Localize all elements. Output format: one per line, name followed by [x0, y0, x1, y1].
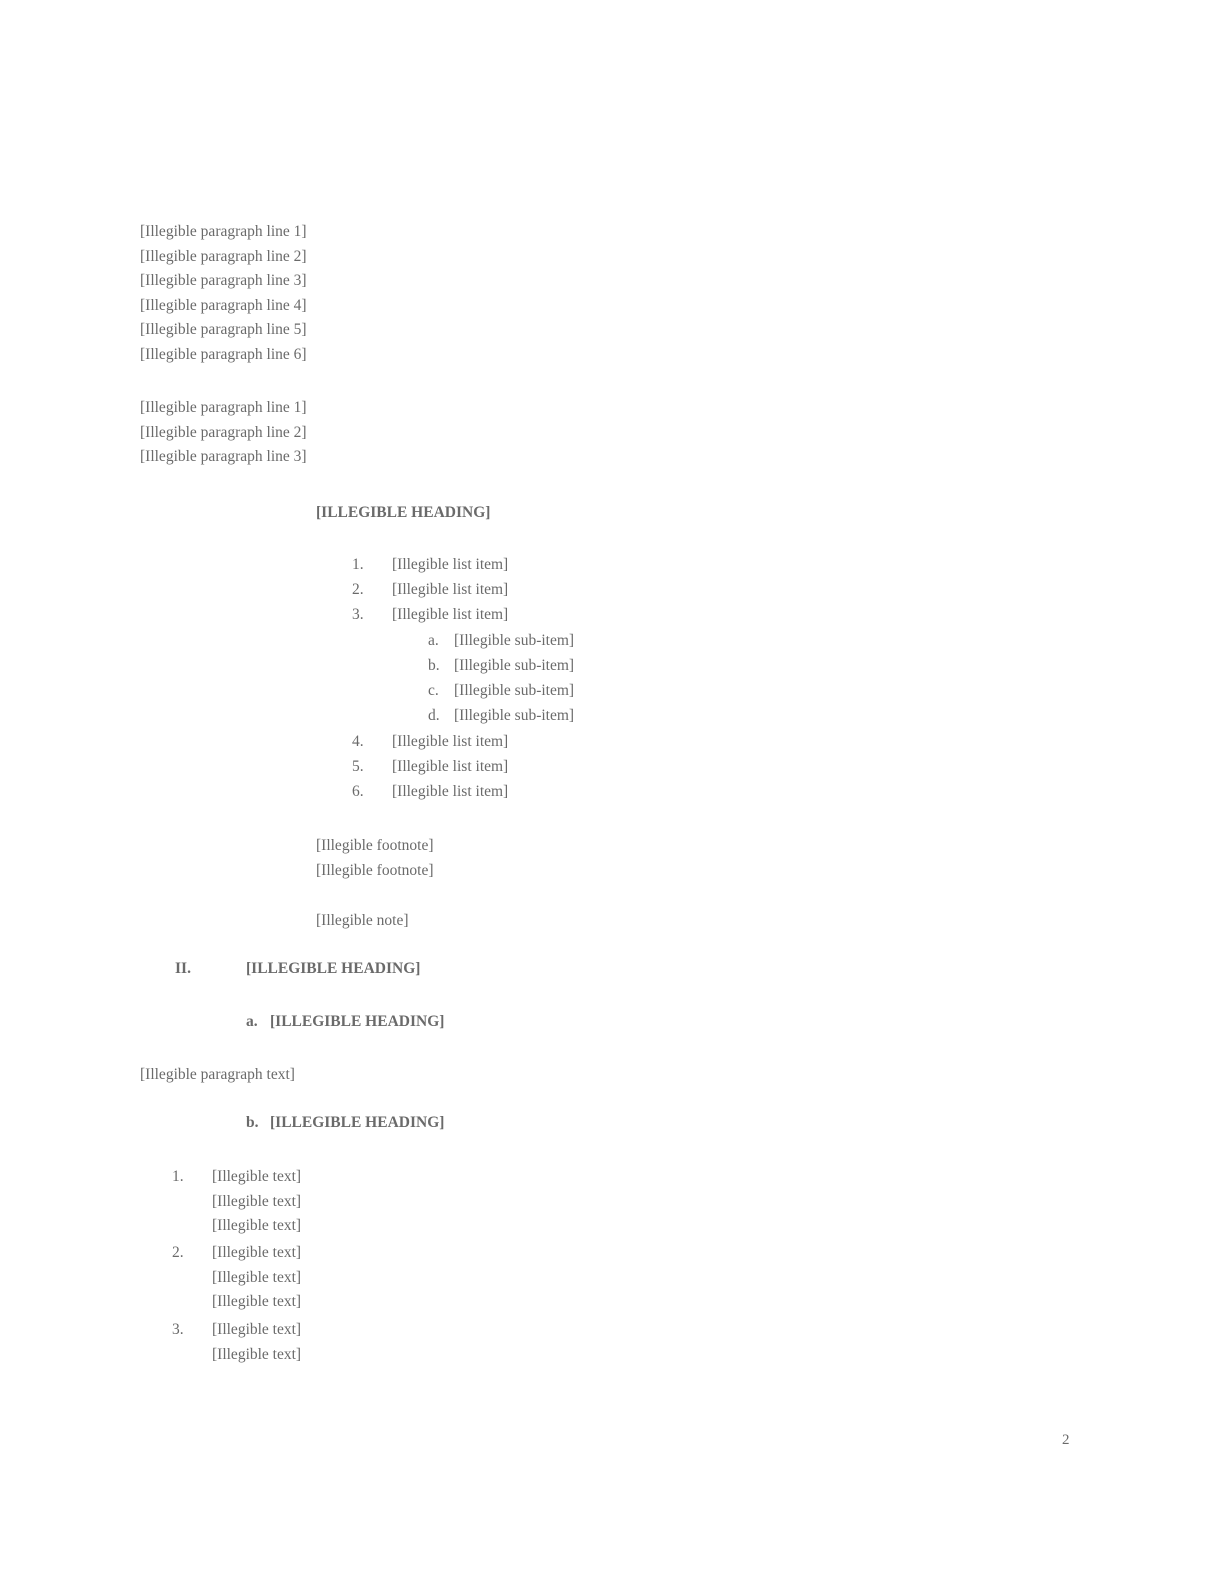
subtopic-item	[428, 704, 574, 729]
paragraph-line: [Illegible paragraph line 6]	[140, 345, 307, 363]
subtopic-item	[428, 679, 574, 704]
list-marker: b.	[428, 657, 440, 674]
list-marker: 3.	[352, 606, 364, 623]
topic-item	[352, 755, 508, 780]
objective-text	[212, 1241, 1080, 1315]
paragraph-line: [Illegible paragraph line 3]	[140, 272, 307, 289]
general-objective-text	[140, 1063, 1080, 1088]
topic-text: [Illegible list item]	[392, 758, 509, 775]
list-marker: 1.	[352, 556, 364, 573]
objective-line: [Illegible text]	[212, 1168, 302, 1185]
specific-heading: [ILLEGIBLE HEADING]	[270, 1114, 445, 1131]
section-heading: [ILLEGIBLE HEADING]	[246, 960, 421, 977]
subtopic-text: [Illegible sub-item]	[454, 682, 575, 699]
footnote: [Illegible footnote]	[316, 837, 434, 854]
objective-text	[212, 1318, 1080, 1367]
topic-text: [Illegible list item]	[392, 581, 509, 598]
objective-line: [Illegible text]	[212, 1268, 302, 1286]
intro-paragraph-1	[140, 220, 1080, 367]
topic-item	[352, 780, 508, 805]
topic-text: [Illegible list item]	[392, 556, 509, 573]
subtopic-text: [Illegible sub-item]	[454, 707, 575, 724]
list-marker: 4.	[352, 733, 364, 750]
topic-item	[352, 730, 508, 755]
objective-text	[212, 1165, 1080, 1239]
topic-text: [Illegible list item]	[392, 783, 509, 800]
list-marker: 2.	[172, 1244, 184, 1261]
topic-item	[352, 603, 508, 628]
topic-text: [Illegible list item]	[392, 606, 509, 623]
footnote: [Illegible footnote]	[316, 862, 434, 879]
general-marker: a.	[246, 1013, 258, 1030]
intro-paragraph-2	[140, 396, 1080, 470]
objective-line: [Illegible text]	[212, 1321, 302, 1338]
objective-line: [Illegible text]	[212, 1217, 302, 1234]
section-number: II.	[175, 960, 191, 977]
general-heading: [ILLEGIBLE HEADING]	[270, 1013, 445, 1030]
objective-item	[172, 1241, 1080, 1315]
subtopic-item	[428, 629, 574, 654]
objective-line: [Illegible text]	[212, 1345, 302, 1363]
list-marker: 1.	[172, 1168, 184, 1185]
subtopic-text: [Illegible sub-item]	[454, 657, 575, 674]
paragraph-line: [Illegible paragraph line 5]	[140, 321, 307, 338]
paragraph-line: [Illegible paragraph line 1]	[140, 223, 307, 240]
paragraph-line: [Illegible paragraph line 2]	[140, 247, 307, 265]
paragraph-line: [Illegible paragraph line 2]	[140, 423, 307, 441]
objective-item	[172, 1318, 1080, 1368]
objective-line: [Illegible text]	[212, 1244, 302, 1261]
subtopic-text: [Illegible sub-item]	[454, 632, 575, 649]
list-marker: 2.	[352, 581, 364, 598]
page-number: 2	[1062, 1432, 1070, 1448]
list-marker: c.	[428, 682, 439, 699]
topic-item	[352, 578, 508, 603]
objective-item	[172, 1165, 1080, 1239]
paragraph-line: [Illegible paragraph line 3]	[140, 448, 307, 465]
topic-item	[352, 553, 508, 578]
paragraph-line: [Illegible paragraph line 1]	[140, 399, 307, 416]
list-marker: d.	[428, 707, 440, 724]
specific-marker: b.	[246, 1114, 259, 1131]
topic-text: [Illegible list item]	[392, 733, 509, 750]
list-marker: a.	[428, 632, 439, 649]
subtopic-item	[428, 654, 574, 679]
reference-note: [Illegible note]	[316, 912, 409, 929]
paragraph-line: [Illegible paragraph line 4]	[140, 296, 307, 314]
list-marker: 3.	[172, 1321, 184, 1338]
list-marker: 5.	[352, 758, 364, 775]
objective-line: [Illegible text]	[212, 1293, 302, 1310]
paragraph-line: [Illegible paragraph text]	[140, 1066, 295, 1083]
program-heading: [ILLEGIBLE HEADING]	[316, 504, 491, 521]
objective-line: [Illegible text]	[212, 1192, 302, 1210]
list-marker: 6.	[352, 783, 364, 800]
